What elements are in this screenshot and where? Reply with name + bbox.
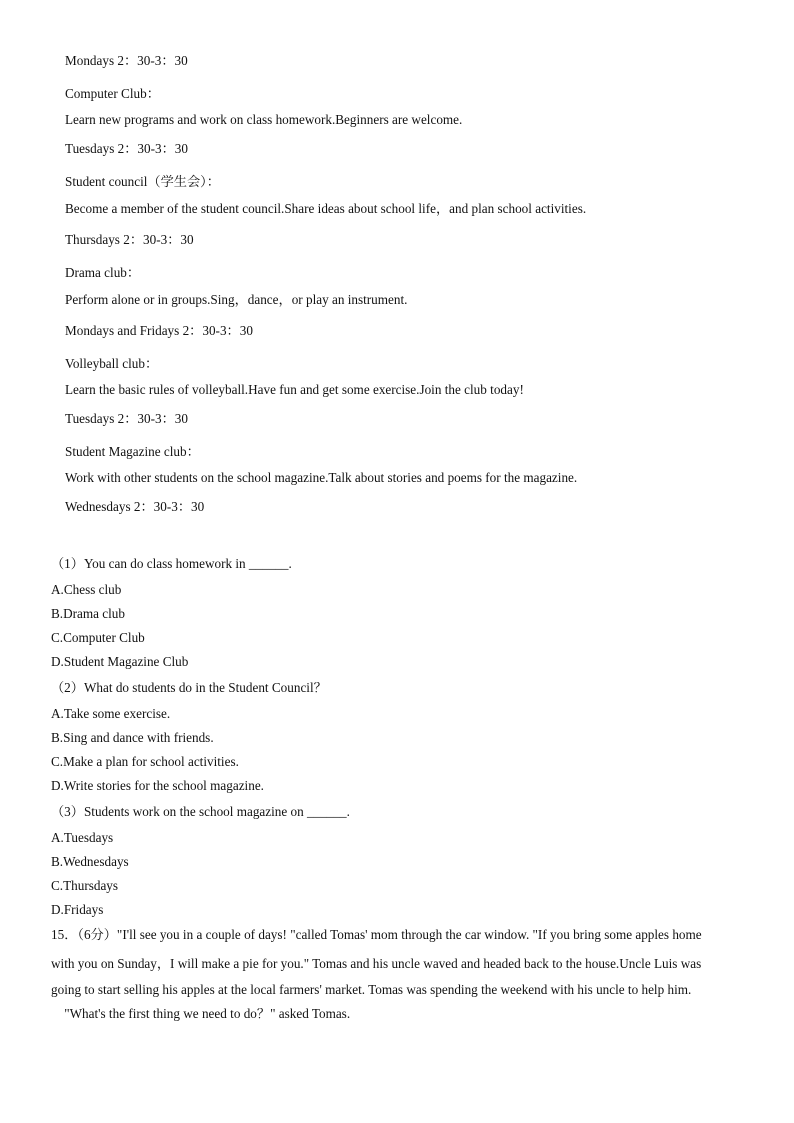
club-description: Work with other students on the school magazine.Talk about stories and poems for the magazine. (65, 470, 578, 485)
answer-option: A.Take some exercise. (51, 706, 171, 721)
club-time: Mondays and Fridays 2：30-3：30 (65, 323, 253, 338)
answer-option: C.Make a plan for school activities. (51, 754, 239, 769)
club-name: Student council（学生会）： (65, 174, 220, 189)
club-name: Student Magazine club： (65, 444, 200, 459)
club-description: Learn the basic rules of volleyball.Have fun and get some exercise.Join the club today! (65, 382, 524, 397)
passage-line: going to start selling his apples at the local farmers' market. Tomas was spending the weekend with his uncle to help him. (51, 982, 692, 997)
club-time: Mondays 2：30-3：30 (65, 53, 188, 68)
answer-option: B.Sing and dance with friends. (51, 730, 214, 745)
club-name: Computer Club： (65, 86, 160, 101)
club-description: Become a member of the student council.Share ideas about school life，and plan school activities. (65, 201, 587, 216)
club-description: Perform alone or in groups.Sing，dance，or play an instrument. (65, 292, 408, 307)
club-name: Volleyball club： (65, 356, 159, 371)
question-stem: （1）You can do class homework in ______. (51, 556, 292, 571)
answer-option: B.Drama club (51, 606, 125, 621)
answer-option: C.Computer Club (51, 630, 145, 645)
club-time: Tuesdays 2：30-3：30 (65, 141, 188, 156)
answer-option: A.Chess club (51, 582, 122, 597)
club-time: Thursdays 2：30-3：30 (65, 232, 194, 247)
answer-option: C.Thursdays (51, 878, 119, 893)
club-time: Wednesdays 2：30-3：30 (65, 499, 205, 514)
answer-option: A.Tuesdays (51, 830, 114, 845)
question-stem: （3）Students work on the school magazine on ______. (51, 804, 350, 819)
answer-option: D.Fridays (51, 902, 104, 917)
answer-option: D.Write stories for the school magazine. (51, 778, 264, 793)
passage-line: 15．（6分）"I'll see you in a couple of days! "called Tomas' mom through the car window. "If you bring some apples home (51, 927, 702, 942)
club-time: Tuesdays 2：30-3：30 (65, 411, 188, 426)
answer-option: B.Wednesdays (51, 854, 129, 869)
club-name: Drama club： (65, 265, 141, 280)
answer-option: D.Student Magazine Club (51, 654, 189, 669)
club-description: Learn new programs and work on class homework.Beginners are welcome. (65, 112, 463, 127)
question-stem: （2）What do students do in the Student Council？ (51, 680, 327, 695)
passage-line: with you on Sunday，I will make a pie for you." Tomas and his uncle waved and headed back to the house.Uncle Luis was (51, 956, 702, 971)
passage-line: "What's the first thing we need to do？" asked Tomas. (51, 1006, 351, 1021)
